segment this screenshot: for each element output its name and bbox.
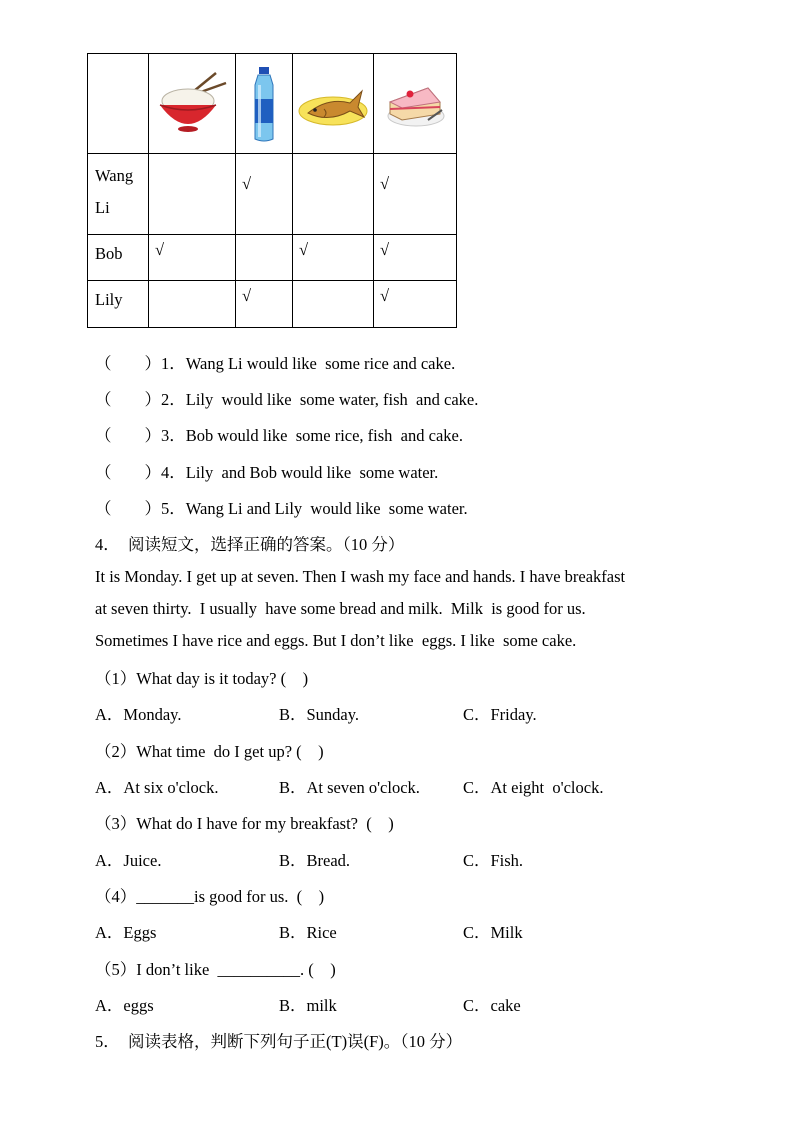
question-5-option-c: C．cake [463, 996, 521, 1015]
row-name: Wang Li [88, 154, 149, 235]
check-cell: √ [374, 281, 457, 328]
question-4-option-b: B．Rice [279, 923, 337, 942]
question-1-option-b: B．Sunday. [279, 705, 360, 724]
question-4-option-a: A．Eggs [95, 923, 157, 942]
passage-line-3: Sometimes I have rice and eggs. But I don’t like eggs. I like some cake. [95, 631, 577, 650]
check-cell [293, 281, 374, 328]
food-preference-table [87, 53, 457, 328]
check-cell [149, 281, 236, 328]
question-5-option-a: A．eggs [95, 996, 154, 1015]
header-rice-cell [149, 54, 236, 154]
judgement-item-3: （ ）3．Bob would like some rice, fish and cake. [95, 426, 463, 445]
question-3-option-c: C．Fish. [463, 851, 524, 870]
question-3: （3）What do I have for my breakfast? ( ) [95, 814, 394, 833]
check-cell: √ [374, 154, 457, 235]
table-row [88, 235, 457, 281]
header-cake-cell [374, 54, 457, 154]
question-4-option-c: C．Milk [463, 923, 523, 942]
row-name: Bob [88, 235, 149, 281]
question-1-option-c: C．Friday. [463, 705, 537, 724]
rice-icon [154, 71, 230, 137]
row-name: Lily [88, 281, 149, 328]
section-4-heading: 4． 阅读短文，选择正确的答案。（10 分） [95, 535, 405, 554]
judgement-item-5: （ ）5．Wang Li and Lily would like some water. [95, 499, 468, 518]
question-2-option-a: A．At six o'clock. [95, 778, 219, 797]
cake-icon [384, 80, 446, 128]
judgement-item-2: （ ）2．Lily would like some water, fish and cake. [95, 390, 479, 409]
passage-line-2: at seven thirty. I usually have some bread and milk. Milk is good for us. [95, 599, 586, 618]
header-water-cell [236, 54, 293, 154]
check-cell [293, 154, 374, 235]
question-3-option-a: A．Juice. [95, 851, 162, 870]
section-5-heading: 5． 阅读表格，判断下列句子正(T)误(F)。（10 分） [95, 1032, 463, 1051]
fish-icon [298, 79, 368, 129]
check-cell: √ [374, 235, 457, 281]
check-cell: √ [293, 235, 374, 281]
question-1-option-a: A．Monday. [95, 705, 182, 724]
header-empty-cell [88, 54, 149, 154]
question-2-option-b: B．At seven o'clock. [279, 778, 420, 797]
header-fish-cell [293, 54, 374, 154]
question-5: （5）I don’t like __________. ( ) [95, 960, 336, 979]
judgement-item-4: （ ）4．Lily and Bob would like some water. [95, 463, 439, 482]
question-2-option-c: C．At eight o'clock. [463, 778, 604, 797]
judgement-item-1: （ ）1．Wang Li would like some rice and cake. [95, 354, 456, 373]
question-1: （1）What day is it today? ( ) [95, 669, 309, 688]
check-cell [149, 154, 236, 235]
table-row [88, 154, 457, 235]
question-4: （4）_______is good for us. ( ) [95, 887, 325, 906]
question-2: （2）What time do I get up? ( ) [95, 742, 324, 761]
question-3-option-b: B．Bread. [279, 851, 351, 870]
check-cell: √ [149, 235, 236, 281]
passage-line-1: It is Monday. I get up at seven. Then I wash my face and hands. I have breakfast [95, 567, 626, 586]
table-row [88, 281, 457, 328]
check-cell: √ [236, 154, 293, 235]
question-5-option-b: B．milk [279, 996, 337, 1015]
water-bottle-icon [249, 65, 279, 143]
check-cell [236, 235, 293, 281]
check-cell: √ [236, 281, 293, 328]
